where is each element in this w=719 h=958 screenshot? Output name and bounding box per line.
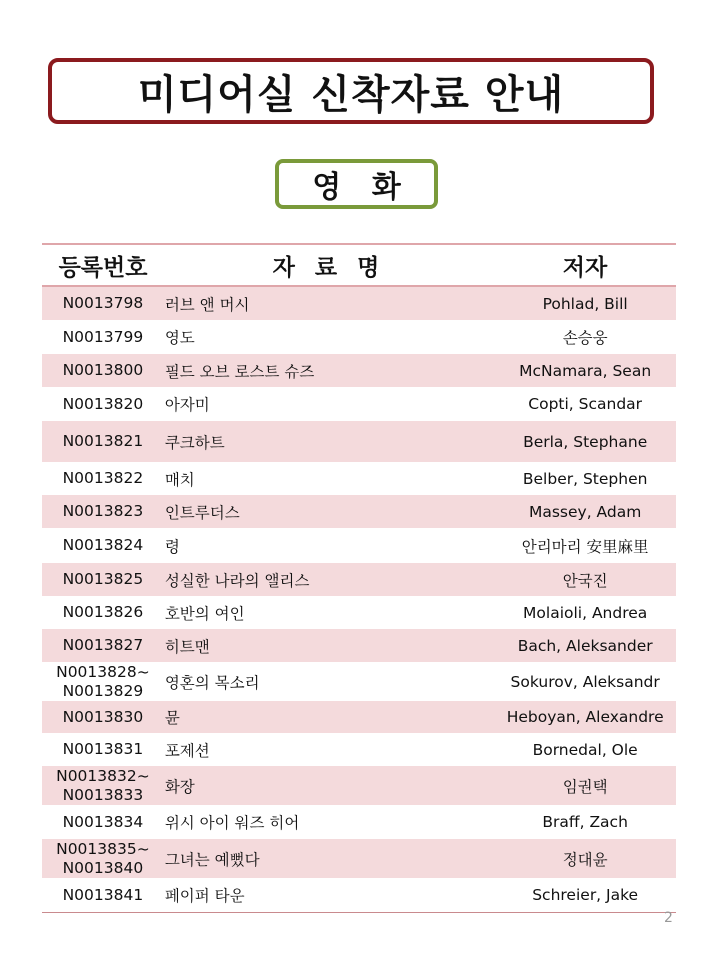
row-id: N0013834 (62, 812, 144, 831)
row-id: N0013822 (62, 469, 144, 487)
row-title: 그녀는 예뻤다 (164, 850, 260, 869)
row-title: 히트맨 (164, 637, 210, 656)
row-author: McNamara, Sean (519, 361, 652, 380)
row-id: N0013799 (62, 327, 144, 346)
row-author: Berla, Stephane (523, 432, 648, 451)
header-author: 저자 (562, 254, 608, 281)
table-row (42, 563, 676, 596)
row-id: N0013824 (62, 536, 144, 554)
table-row (42, 354, 676, 387)
row-author: Bornedal, Ole (532, 740, 638, 759)
row-id: N0013830 (62, 707, 144, 726)
row-title: 매치 (164, 470, 195, 489)
row-title: 령 (164, 537, 180, 556)
row-id: N0013832~ N0013833 (56, 766, 150, 804)
row-title: 뮨 (164, 709, 180, 727)
row-id: N0013825 (62, 570, 144, 588)
row-title: 영혼의 목소리 (164, 673, 260, 692)
page-title: 미디어실 신착자료 안내 (137, 71, 565, 118)
row-author: Bach, Aleksander (517, 636, 653, 655)
table-row (42, 805, 676, 839)
row-author: Sokurov, Aleksandr (510, 672, 660, 691)
row-author: Schreier, Jake (532, 886, 639, 904)
row-id: N0013827 (62, 636, 144, 654)
row-author: 안국진 (562, 571, 608, 590)
row-author: 정대윤 (562, 850, 608, 869)
row-author: Braff, Zach (542, 813, 628, 831)
row-title: 러브 앤 머시 (164, 295, 250, 314)
row-id: N0013841 (62, 885, 144, 904)
table-row (42, 766, 676, 805)
table-body (42, 287, 676, 912)
row-author: Heboyan, Alexandre (506, 708, 664, 726)
row-author: Molaioli, Andrea (523, 603, 648, 622)
media-table (42, 243, 676, 913)
table-row (42, 629, 676, 662)
row-id: N0013831 (62, 740, 144, 758)
row-title: 화장 (164, 777, 195, 796)
table-row (42, 387, 676, 421)
row-title: 포제션 (164, 741, 210, 760)
row-title: 페이퍼 타운 (164, 887, 245, 905)
row-id: N0013828~ N0013829 (56, 662, 150, 700)
row-title: 위시 아이 워즈 히어 (164, 814, 300, 832)
row-id: N0013820 (62, 394, 144, 413)
table-row (42, 320, 676, 354)
table-row (42, 596, 676, 629)
row-author: 안리마리 安里麻里 (521, 537, 649, 556)
title-banner (48, 58, 654, 124)
page-number: 2 (664, 910, 673, 926)
row-id: N0013823 (62, 502, 144, 520)
table-row (42, 421, 676, 462)
row-title: 성실한 나라의 앨리스 (164, 571, 310, 590)
row-id: N0013800 (62, 361, 144, 379)
row-author: Belber, Stephen (522, 469, 648, 488)
category-label: 영 화 (312, 170, 411, 205)
table-row (42, 462, 676, 495)
header-title: 자 료 명 (272, 254, 386, 281)
row-author: Copti, Scandar (528, 395, 643, 413)
row-author: Massey, Adam (528, 502, 642, 521)
table-row (42, 495, 676, 528)
row-id: N0013826 (62, 603, 144, 621)
row-id: N0013835~ N0013840 (56, 839, 150, 877)
row-title: 아자미 (164, 396, 210, 414)
row-author: 손승웅 (562, 329, 608, 347)
table-row (42, 287, 676, 320)
table-bottom-rule (42, 912, 676, 913)
table-row (42, 878, 676, 912)
table-row (42, 733, 676, 766)
row-id: N0013821 (62, 432, 144, 450)
row-title: 영도 (164, 329, 195, 347)
row-title: 쿠크하트 (164, 433, 225, 452)
header-id: 등록번호 (58, 254, 148, 281)
table-row (42, 528, 676, 563)
table-row (42, 839, 676, 878)
row-id: N0013798 (62, 294, 144, 312)
row-title: 인트루더스 (164, 503, 240, 522)
row-title: 호반의 여인 (164, 604, 245, 623)
category-banner (275, 159, 438, 209)
row-author: 임권택 (562, 777, 608, 796)
table-row (42, 701, 676, 733)
table-header (42, 245, 676, 287)
row-author: Pohlad, Bill (542, 294, 628, 313)
table-row (42, 662, 676, 701)
row-title: 필드 오브 로스트 슈즈 (164, 362, 315, 381)
